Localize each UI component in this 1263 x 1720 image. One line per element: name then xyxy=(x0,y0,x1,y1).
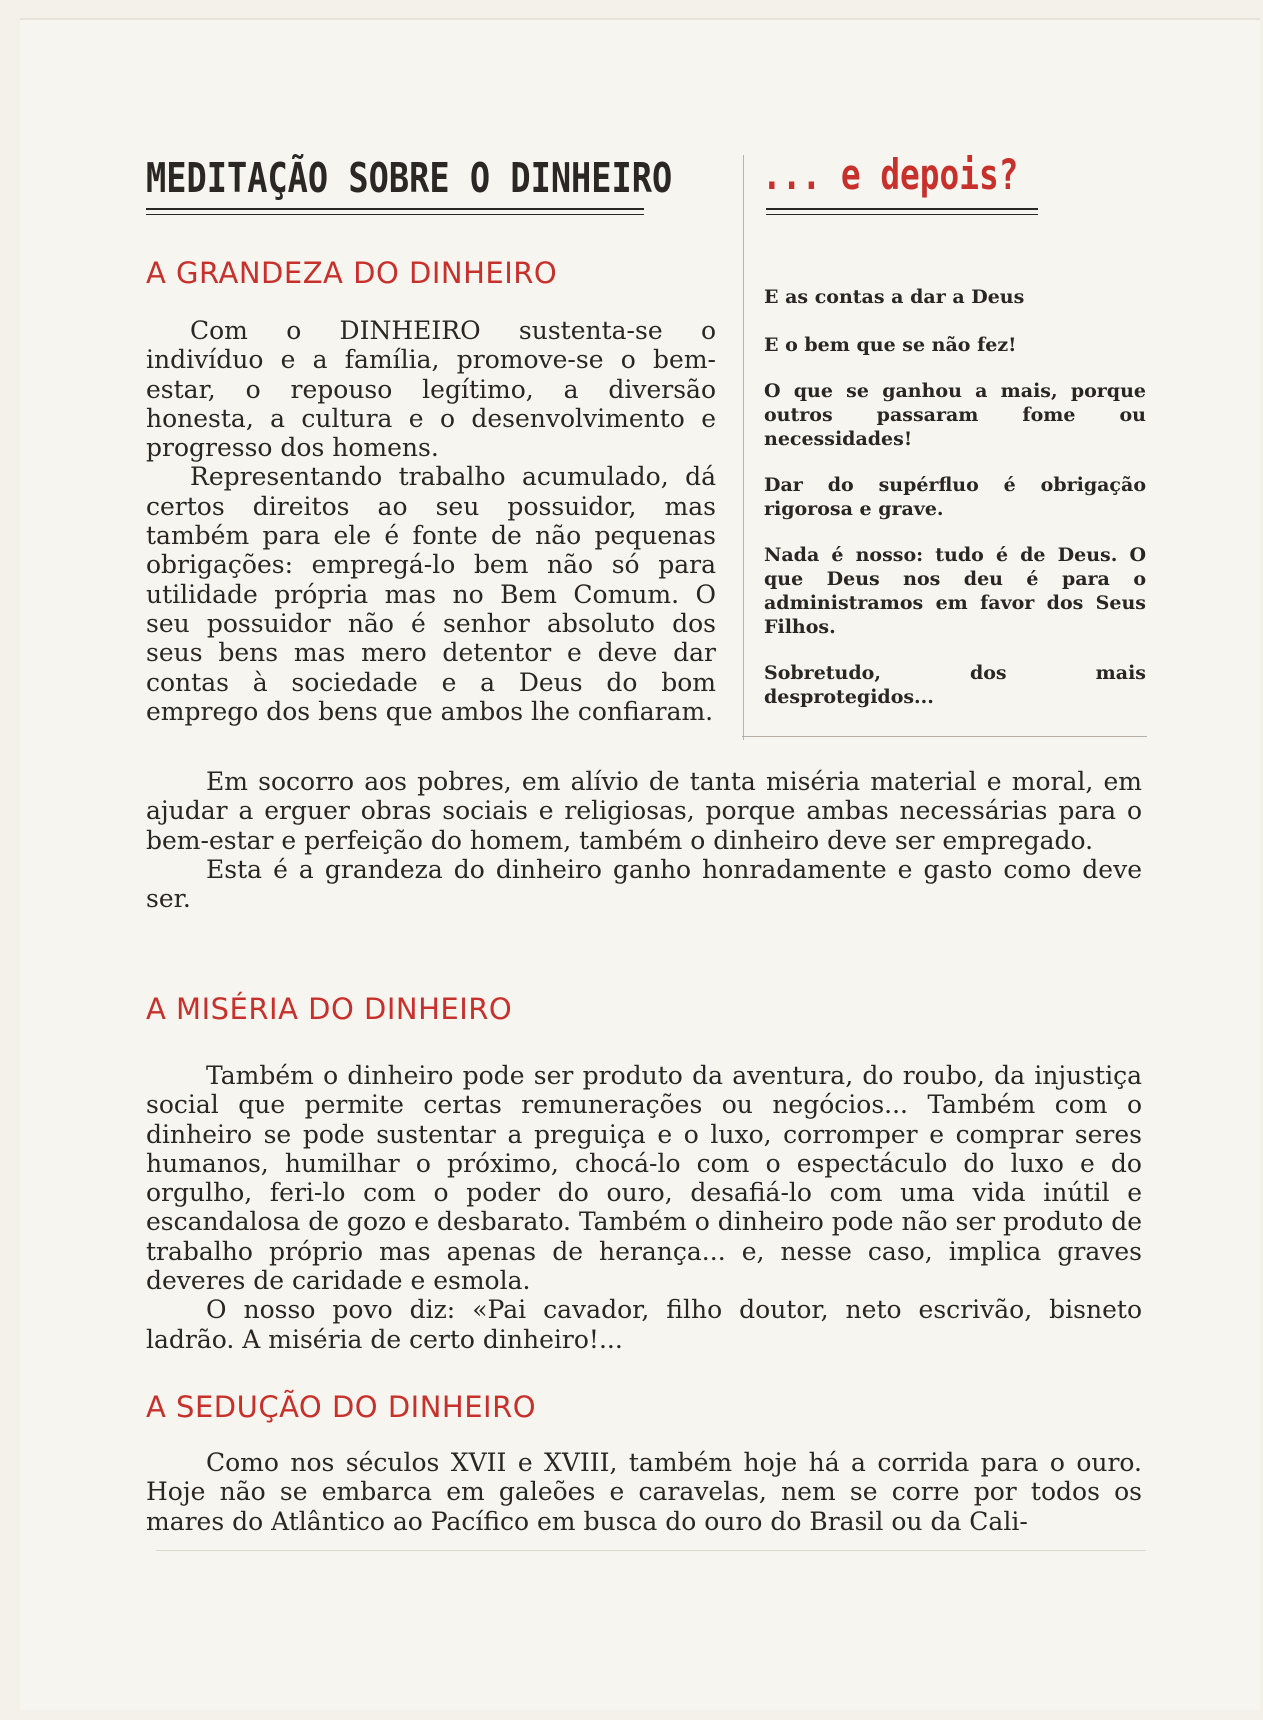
paragraph: O nosso povo diz: «Pai cavador, filho doutor, neto escrivão, bisneto ladrão. A miséria de certo dinheiro!... xyxy=(146,1295,1142,1354)
bottom-rule xyxy=(156,1550,1146,1551)
column-divider xyxy=(743,155,744,740)
sidebar-title: ... e depois? xyxy=(762,150,1019,199)
paragraph: Em socorro aos pobres, em alívio de tanta miséria material e moral, em ajudar a erguer obras sociais e religiosas, porque ambas necessárias para o bem-estar e perfeição do homem, também o dinheiro deve ser empregado. xyxy=(146,767,1142,855)
section-heading-grandeza: A GRANDEZA DO DINHEIRO xyxy=(146,256,558,290)
paragraph: Com o DINHEIRO sustenta-se o indivíduo e a família, promove-se o bem-estar, o repouso legítimo, a diversão honesta, a cultura e o desenvolvimento e progresso dos homens. xyxy=(146,316,716,463)
sidebar-item: Sobretudo, dos mais desprotegidos... xyxy=(764,662,1146,708)
sidebar-item: Nada é nosso: tudo é de Deus. O que Deus nos deu é para o administramos em favor dos Seus Filhos. xyxy=(764,544,1146,638)
main-title: MEDITAÇÃO SOBRE O DINHEIRO xyxy=(146,154,673,202)
sidebar-title-rule xyxy=(766,208,1038,210)
paragraph: Representando trabalho acumulado, dá certos direitos ao seu possuidor, mas também para ele é fonte de não pequenas obrigações: empregá-lo bem não só para utilidade própria mas no Bem Comum. O seu possuidor não é senhor absoluto dos seus bens mas mero detentor e deve dar contas à sociedade e a Deus do bom emprego dos bens que ambos lhe confiaram. xyxy=(146,462,716,726)
grandeza-column-text xyxy=(146,316,716,726)
sidebar-item: O que se ganhou a mais, porque outros passaram fome ou necessidades! xyxy=(764,380,1146,450)
seducao-text xyxy=(146,1448,1142,1536)
title-rule-thin xyxy=(146,214,644,215)
sidebar-item: E o bem que se não fez! xyxy=(764,334,1017,356)
sidebar-box xyxy=(764,285,1146,709)
sidebar-bottom-rule xyxy=(742,736,1147,737)
miseria-text xyxy=(146,1061,1142,1354)
paragraph: Como nos séculos XVII e XVIII, também hoje há a corrida para o ouro. Hoje não se embarca em galeões e caravelas, nem se corre por todos os mares do Atlântico ao Pacífico em busca do ouro do Brasil ou da Cali- xyxy=(146,1448,1142,1536)
sidebar-item: Dar do supérfluo é obrigação rigorosa e grave. xyxy=(764,474,1146,520)
sidebar-item: E as contas a dar a Deus xyxy=(764,286,1025,308)
grandeza-wide-text xyxy=(146,767,1142,913)
section-heading-miseria: A MISÉRIA DO DINHEIRO xyxy=(146,992,513,1026)
paragraph: Também o dinheiro pode ser produto da aventura, do roubo, da injustiça social que permite certas remunerações ou negócios... Também com o dinheiro se pode sustentar a preguiça e o luxo, corromper e comprar seres humanos, humilhar o próximo, chocá-lo com o espectáculo do luxo e do orgulho, feri-lo com o poder do ouro, desafiá-lo com uma vida inútil e escandalosa de gozo e desbarato. Também o dinheiro pode não ser produto de trabalho próprio mas apenas de herança... e, nesse caso, implica graves deveres de caridade e esmola. xyxy=(146,1061,1142,1296)
paragraph: Esta é a grandeza do dinheiro ganho honradamente e gasto como deve ser. xyxy=(146,854,1142,914)
title-rule xyxy=(146,208,644,210)
section-heading-seducao: A SEDUÇÃO DO DINHEIRO xyxy=(146,1390,537,1424)
sidebar-title-rule-thin xyxy=(766,214,1038,215)
